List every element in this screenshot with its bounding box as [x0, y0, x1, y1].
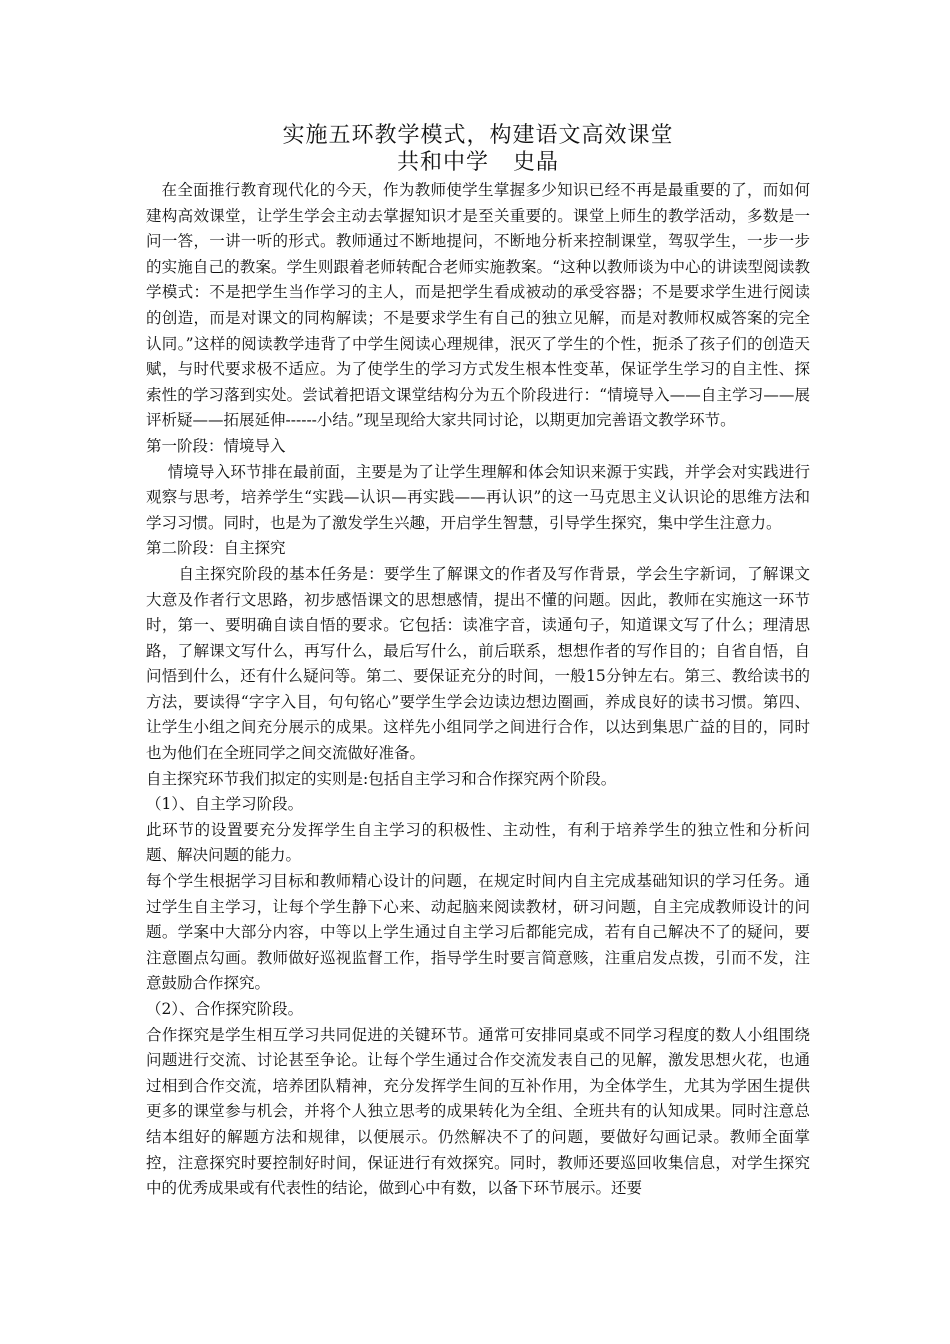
self-study-paragraph-2: 每个学生根据学习目标和教师精心设计的问题，在规定时间内自主完成基础知识的学习任务。通过学生自主学习，让每个学生静下心来、动起脑来阅读教材，研习问题，自主完成教师设计的问题。学案中大部分内容，中等以上学生通过自主学习后都能完成，若有自己解决不了的疑问，要注意圈点勾画。教师做好巡视监督工作，指导学生时要言简意赅，注重启发点拨，引而不发，注意鼓励合作探究。: [146, 872, 810, 993]
document-title: 实施五环教学模式，构建语文高效课堂: [282, 123, 674, 148]
stage-two-paragraph: 自主探究阶段的基本任务是：要学生了解课文的作者及写作背景，学会生字新词，了解课文大意及作者行文思路，初步感悟课文的思想感情，提出不懂的问题。因此，教师在实施这一环节时，第一、要明确自读自悟的要求。它包括：读准字音，读通句子，知道课文写了什么；理清思路，了解课文写什么，再写什么，最后写什么，前后联系，想想作者的写作目的；自省自悟，自问悟到什么，还有什么疑问等。第二、要保证充分的时间，一般15分钟左右。第三、教给读书的方法，要读得“字字入目，句句铭心”要学生学会边读边想边圈画，养成良好的读书习惯。第四、让学生小组之间充分展示的成果。这样先小组同学之间进行合作，以达到集思广益的目的，同时也为他们在全班同学之间交流做好准备。: [146, 564, 810, 763]
intro-paragraph: 在全面推行教育现代化的今天，作为教师使学生掌握多少知识已经不再是最重要的了，而如何建构高效课堂，让学生学会主动去掌握知识才是至关重要的。课堂上师生的教学活动，多数是一问一答，一讲一听的形式。教师通过不断地提问，不断地分析来控制课堂，驾驭学生，一步一步的实施自己的教案。学生则跟着老师转配合老师实施教案。“这种以教师谈为中心的讲读型阅读教学模式：不是把学生当作学习的主人，而是把学生看成被动的承受容器；不是要求学生进行阅读的创造，而是对课文的同构解读；不是要求学生有自己的独立见解，而是对教师权威答案的完全认同。”这样的阅读教学违背了中学生阅读心理规律，泯灭了学生的个性，扼杀了孩子们的创造天赋，与时代要求极不适应。为了使学生的学习方式发生根本性变革，保证学生学习的自主性、探索性的学习落到实处。尝试着把语文课堂结构分为五个阶段进行：“情境导入——自主学习——展评析疑——拓展延伸------小结。”现呈现给大家共同讨论，以期更加完善语文教学环节。: [146, 181, 810, 430]
stage-one-paragraph: 情境导入环节排在最前面，主要是为了让学生理解和体会知识来源于实践，并学会对实践进行观察与思考，培养学生“实践—认识—再实践——再认识”的这一马克思主义认识论的思维方法和学习习惯。同时，也是为了激发学生兴趣，开启学生智慧，引导学生探究，集中学生注意力。: [146, 462, 810, 532]
document-author: 共和中学 史晶: [397, 150, 559, 175]
section-heading-stage-one: 第一阶段：情境导入: [146, 436, 286, 455]
self-study-paragraph-1: 此环节的设置要充分发挥学生自主学习的积极性、主动性，有利于培养学生的独立性和分析问题、解决问题的能力。: [146, 820, 810, 865]
document-page: [146, 122, 810, 1202]
stage-two-summary: 自主探究环节我们拟定的实则是:包括自主学习和合作探究两个阶段。: [146, 769, 617, 788]
subsection-heading-self-study: （1）、自主学习阶段。: [146, 795, 304, 814]
section-heading-stage-two: 第二阶段：自主探究: [146, 539, 286, 558]
subsection-heading-cooperative: （2）、合作探究阶段。: [146, 1000, 304, 1018]
cooperative-paragraph: 合作探究是学生相互学习共同促进的关键环节。通常可安排同桌或不同学习程度的数人小组围绕问题进行交流、讨论甚至争论。让每个学生通过合作交流发表自己的见解，激发思想火花，也通过相到合作交流，培养团队精神，充分发挥学生间的互补作用，为全体学生，尤其为学困生提供更多的课堂参与机会，并将个人独立思考的成果转化为全组、全班共有的认知成果。同时注意总结本组好的解题方法和规律，以便展示。仍然解决不了的问题，要做好勾画记录。教师全面掌控，注意探究时要控制好时间，保证进行有效探究。同时，教师还要巡回收集信息，对学生探究中的优秀成果或有代表性的结论，做到心中有数，以备下环节展示。还要: [146, 1025, 810, 1198]
